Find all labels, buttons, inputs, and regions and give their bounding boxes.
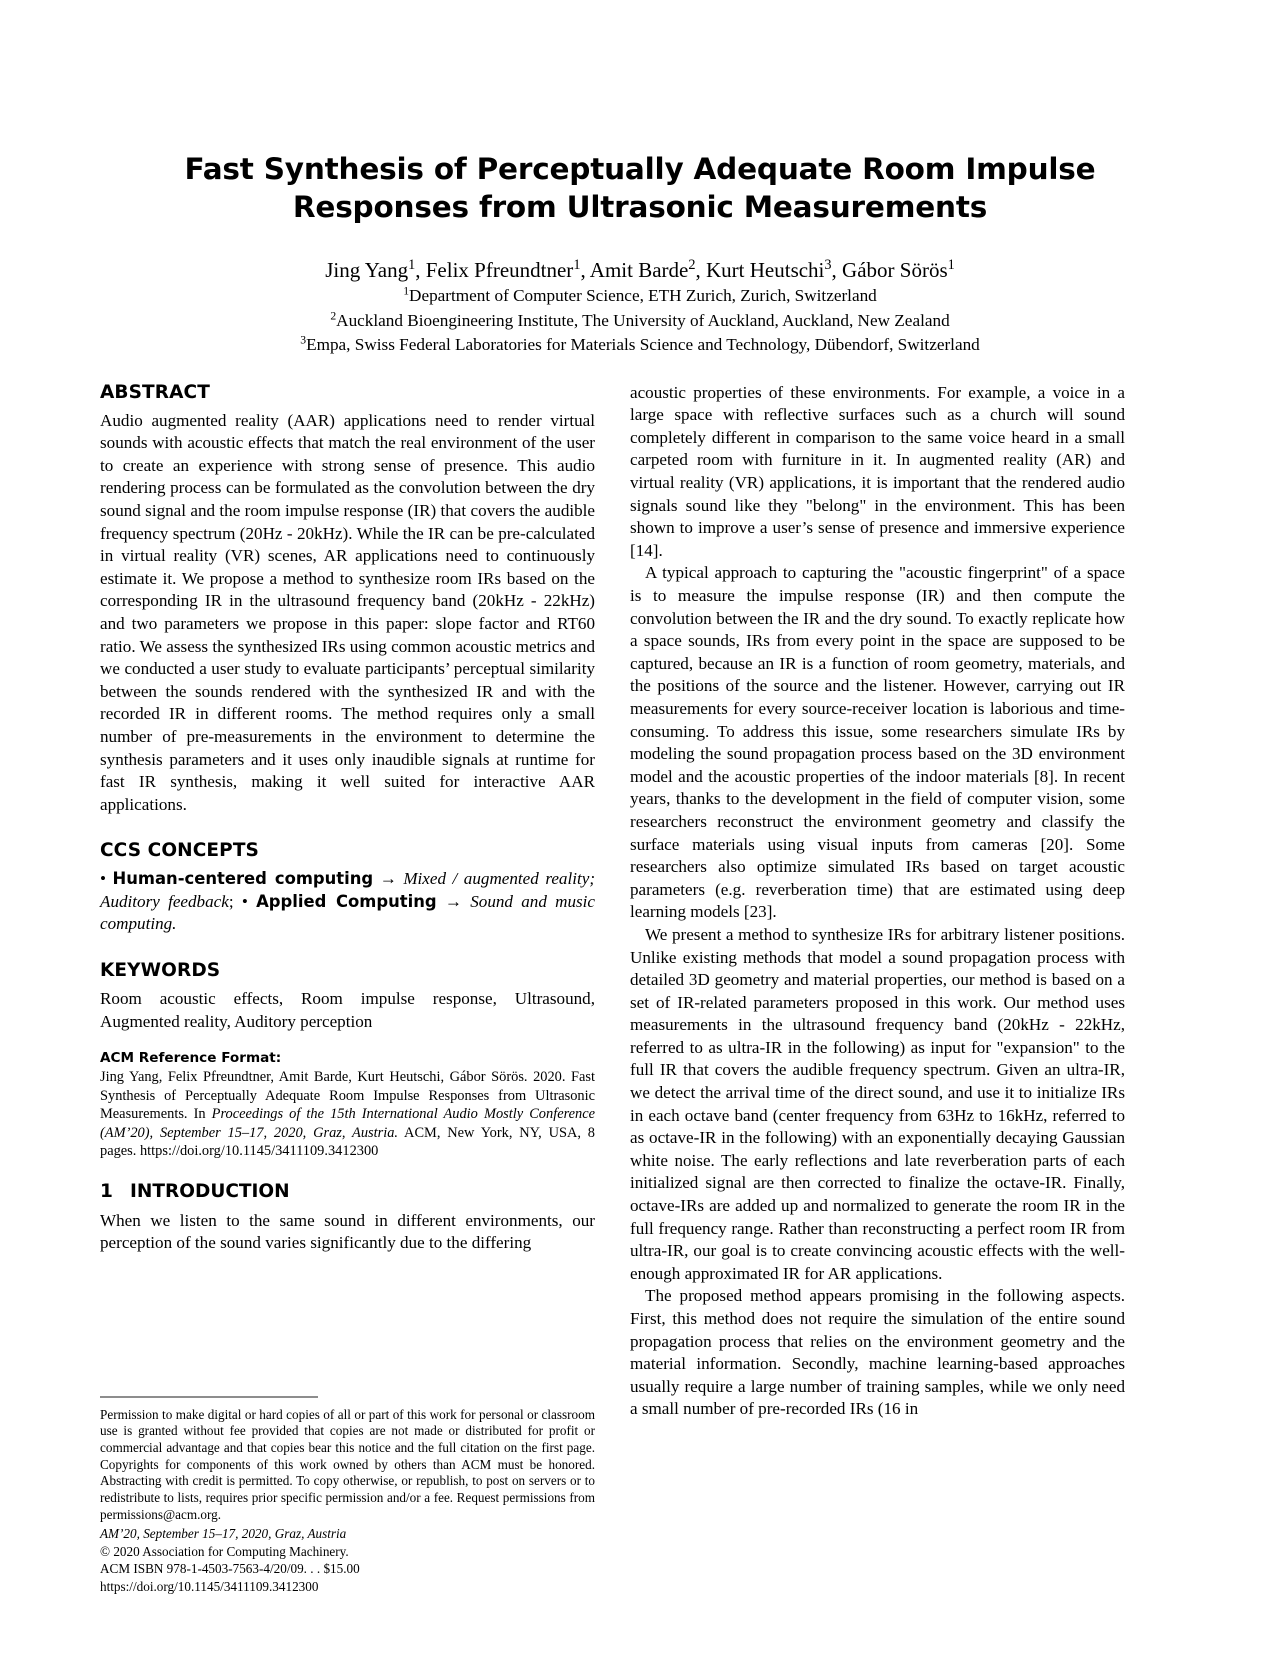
ccs-period: . xyxy=(172,914,177,934)
ccs-arrow-1: → xyxy=(373,869,404,889)
right-paragraph-4: The proposed method appears promising in the following aspects. First, this method does not require the simulation of the entire sound propagation process that relies on the environment geometry and the material information. Secondly, machine learning-based approaches usually require a large number of training samples, while we only need a small number of pre-recorded IRs (16 in xyxy=(630,1286,1125,1419)
permission-text: Permission to make digital or hard copies of all or part of this work for personal or classroom use is granted without fee provided that copies are not made or distributed for profit or commercial advantage and that copies bear this notice and the full citation on the first page. Copyrights for components of this work owned by others than ACM must be honored. Abstracting with credit is permitted. To copy otherwise, or republish, to post on servers or to redistribute to lists, requires prior specific permission and/or a fee. Request permissions from permissions@acm.org. xyxy=(100,1406,595,1522)
acm-reference-heading: ACM Reference Format: xyxy=(100,1050,282,1067)
affiliation-marker-1: 1 xyxy=(403,284,410,298)
right-paragraph-1: acoustic properties of these environments. For example, a voice in a large space with reflective surfaces such as a church will sound completely different in comparison to the same voice heard in a small carpeted room with furniture in it. In augmented reality (AR) and virtual reality (VR) applications, it is important that the rendered audio signals sound like they "belong" in the environment. This has been shown to improve a user’s sense of presence and immersive experience [14]. xyxy=(630,382,1125,560)
right-paragraph-3: We present a method to synthesize IRs for arbitrary listener positions. Unlike existing methods that model a sound propagation process with detailed 3D geometry and material properties, our method is based on a set of IR-related parameters proposed in this work. Our method uses measurements in the ultrasound frequency band (20kHz - 22kHz, referred to as ultra-IR in the following) as input for "expansion" to the full IR that covers the audible frequency spectrum. Given an ultra-IR, we detect the arrival time of the direct sound, and use it to initialize IRs in each octave band (center frequency from 63Hz to 16kHz, referred to as octave-IR in the following) with an exponentially decaying Gaussian white noise. The early reflections and late reverberation parts of each initialized signal are then corrected to finalize the octave-IR. Finally, octave-IRs are added up and normalized to generate the room IR in the full frequency range. Rather than reconstructing a perfect room IR from ultra-IR, our goal is to create convincing acoustic effects with the well-enough approximated IR for AR applications. xyxy=(630,924,1125,1283)
ccs-arrow-2: → xyxy=(436,891,471,911)
ccs-bullet-1: • xyxy=(100,869,113,889)
author-list: Jing Yang$^1$, Felix Pfreundtner$^1$, Amit Barde$^2$, Kurt Heutschi$^3$, Gábor Sörös$^1$ xyxy=(325,256,955,282)
ccs-concept-1: Human-centered computing xyxy=(112,869,374,889)
isbn-line: ACM ISBN 978-1-4503-7563-4/20/09. . . $15.00 xyxy=(100,1561,360,1577)
introduction-heading xyxy=(100,1181,595,1202)
ccs-text xyxy=(100,868,595,936)
affiliation-2: $^2$Auckland Bioengineering Institute, The University of Auckland, Auckland, New Zealand xyxy=(330,309,950,330)
conference-line: AM’20, September 15–17, 2020, Graz, Austria xyxy=(100,1526,347,1542)
doi-line: https://doi.org/10.1145/3411109.3412300 xyxy=(100,1578,319,1594)
affiliation-1: $^1$Department of Computer Science, ETH Zurich, Zurich, Switzerland xyxy=(403,284,877,306)
acm-ref-part-2: ACM, New York, NY, USA, 8 pages. https://doi.org/10.1145/3411109.3412300 xyxy=(100,1124,595,1160)
copyright-line: © 2020 Association for Computing Machinery. xyxy=(100,1543,349,1559)
keywords-heading: KEYWORDS xyxy=(100,960,221,982)
footer-meta xyxy=(100,1525,595,1595)
left-column xyxy=(100,382,595,1255)
title-block xyxy=(100,150,1180,358)
affiliation-3: $^3$Empa, Swiss Federal Laboratories for Materials Science and Technology, Dübendorf, Switzerland xyxy=(300,333,980,355)
abstract-text: Audio augmented reality (AAR) applications need to render virtual sounds with acoustic effects that match the real environment of the user to create an experience with strong sense of presence. This audio rendering process can be formulated as the convolution between the dry sound signal and the room impulse response (IR) that covers the audible frequency spectrum (20Hz - 20kHz). While the IR can be pre-calculated in virtual reality (VR) scenes, AR applications need to continuously estimate it. We propose a method to synthesize room IRs based on the corresponding IR in the ultrasound frequency band (20kHz - 22kHz) and two parameters we propose in this paper: slope factor and RT60 ratio. We assess the synthesized IRs using common acoustic metrics and we conducted a user study to evaluate participants’ perceptual similarity between the sounds rendered with the synthesized IR and with the recorded IR in different rooms. The method requires only a small number of pre-measurements in the environment to determine the synthesis parameters and it uses only inaudible signals at runtime for fast IR synthesis, making it well suited for interactive AAR applications. xyxy=(100,410,595,814)
page-title: Fast Synthesis of Perceptually Adequate Room Impulse Responses from Ultrasonic Measurements xyxy=(184,152,1096,225)
right-paragraph-2: A typical approach to capturing the "acoustic fingerprint" of a space is to measure the impulse response (IR) and then compute the convolution between the IR and the dry sound. To exactly replicate how a space sounds, IRs from every point in the space are supposed to be captured, because an IR is a function of room geometry, materials, and the positions of the source and the listener. However, carrying out IR measurements for every source-receiver location is laborious and time-consuming. To address this issue, some researchers simulate IRs by modeling the sound propagation process based on the 3D environment model and the acoustic properties of the indoor materials [8]. In recent years, thanks to the development in the field of computer vision, some researchers reconstruct the environment geometry and classify the surface materials using visual inputs from cameras [20]. Some researchers also optimize simulated IRs based on target acoustic parameters (e.g. reverberation time) that are estimated using deep learning models [23]. xyxy=(630,563,1125,922)
right-column xyxy=(630,382,1125,1421)
affiliation-marker-2: 2 xyxy=(330,309,337,323)
ccs-desc-2: Sound and music computing xyxy=(100,891,595,934)
keywords-text: Room acoustic effects, Room impulse response, Ultrasound, Augmented reality, Auditory perception xyxy=(100,989,595,1031)
affiliation-marker-3: 3 xyxy=(300,333,307,347)
ccs-heading: CCS CONCEPTS xyxy=(100,840,259,862)
ccs-separator: ; xyxy=(228,891,242,911)
introduction-title: INTRODUCTION xyxy=(130,1180,290,1202)
ccs-bullet-2: • xyxy=(241,891,257,911)
ccs-concept-2: Applied Computing xyxy=(256,891,437,911)
abstract-heading: ABSTRACT xyxy=(100,381,210,403)
acm-ref-venue: Proceedings of the 15th International Audio Mostly Conference (AM’20), September 15–17, 2020, Graz, Austria. xyxy=(100,1106,596,1141)
body-columns xyxy=(100,382,1180,1421)
ccs-desc-1: Mixed / augmented reality; Auditory feedback xyxy=(100,869,596,911)
introduction-number: 1 xyxy=(100,1180,113,1202)
footer-divider xyxy=(100,1396,318,1398)
acm-reference-text xyxy=(100,1068,595,1161)
permission-block xyxy=(100,1396,595,1596)
acm-ref-part-1: Jing Yang, Felix Pfreundtner, Amit Barde, Kurt Heutschi, Gábor Sörös. 2020. Fast Synthesis of Perceptually Adequate Room Impulse Responses from Ultrasonic Measurements. In xyxy=(100,1069,595,1123)
introduction-text: When we listen to the same sound in different environments, our perception of the sound varies significantly due to the differing xyxy=(100,1210,595,1253)
